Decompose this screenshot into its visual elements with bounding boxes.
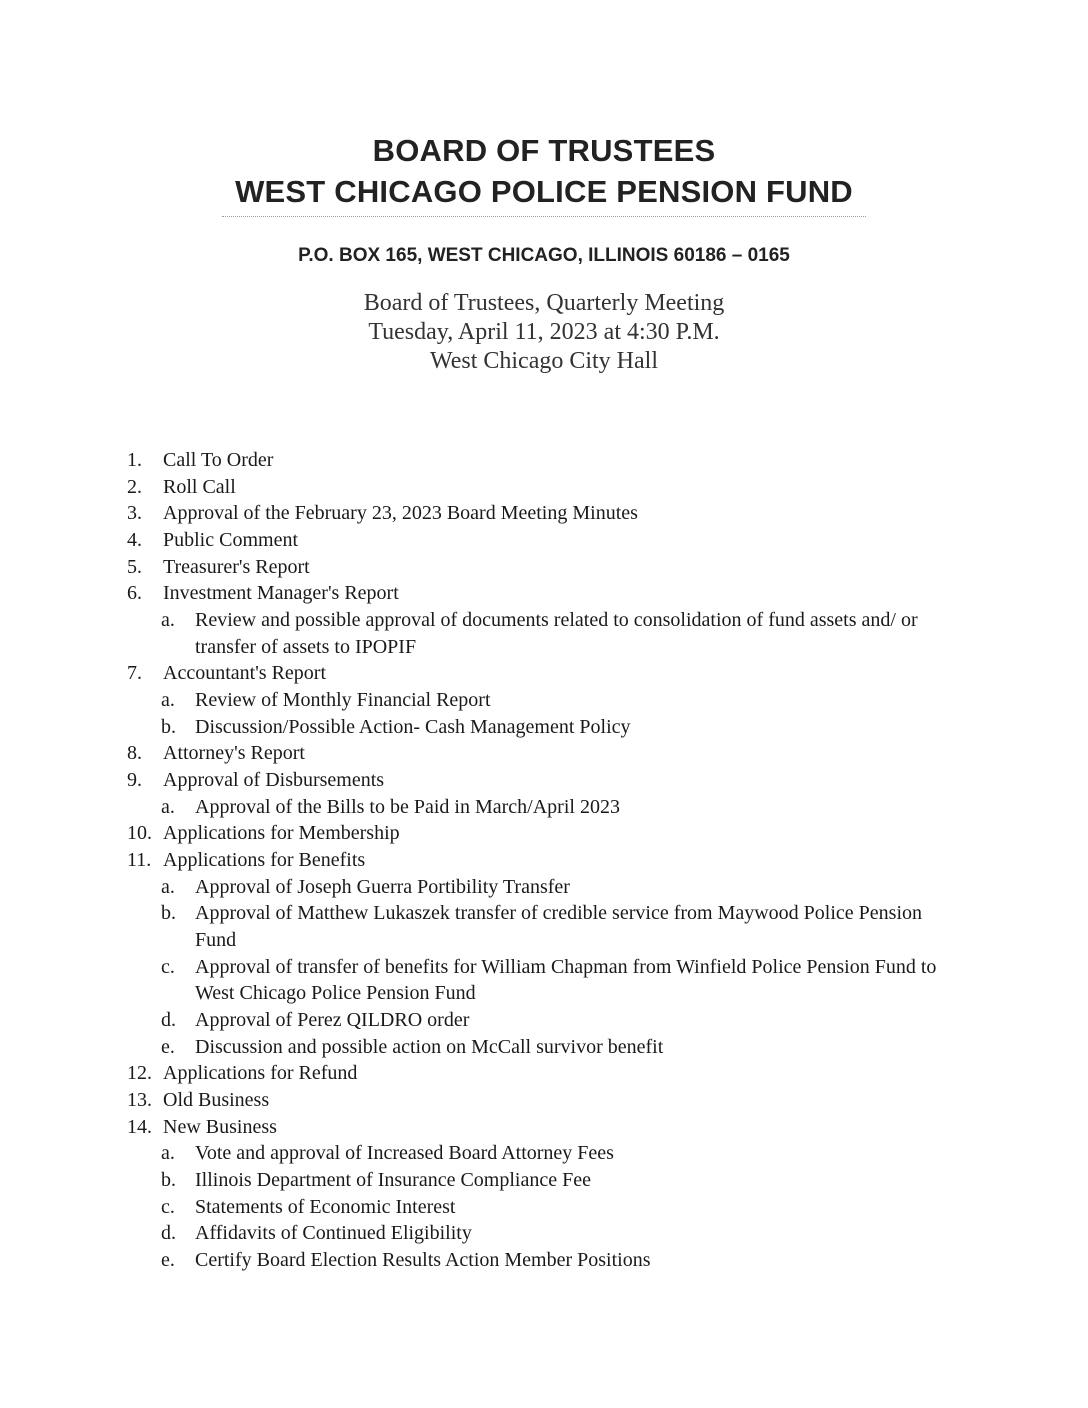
agenda-subitem-letter: b. <box>161 1169 176 1192</box>
agenda-item-text: Attorney's Report <box>163 742 305 765</box>
agenda-item-text: Approval of the February 23, 2023 Board Meeting Minutes <box>163 502 638 525</box>
agenda-item <box>0 820 1088 847</box>
agenda-subitem-letter: e. <box>161 1035 175 1058</box>
agenda-item <box>0 740 1088 767</box>
address: P.O. BOX 165, WEST CHICAGO, ILLINOIS 60186 – 0165 <box>298 245 790 266</box>
agenda-subitem-text: Discussion and possible action on McCall survivor benefit <box>195 1035 664 1058</box>
agenda-subitem <box>0 714 1088 741</box>
agenda-subitem-text: Illinois Department of Insurance Compliance Fee <box>195 1169 591 1192</box>
agenda-item <box>0 474 1088 501</box>
agenda-item <box>0 660 1088 687</box>
agenda-subitem <box>0 1194 1088 1221</box>
agenda-subitem <box>0 900 1088 953</box>
agenda-subitem <box>0 794 1088 821</box>
agenda-subitem <box>0 1034 1088 1061</box>
agenda-item <box>0 500 1088 527</box>
meeting-info <box>0 289 1088 376</box>
agenda-item-text: Old Business <box>163 1089 270 1112</box>
agenda-subitem-text: Approval of transfer of benefits for William Chapman from Winfield Police Pension Fund to West Chicago Police Pension Fund <box>195 955 937 1005</box>
agenda-item-number: 8. <box>127 742 142 765</box>
document-header <box>0 130 1088 212</box>
agenda-item <box>0 1114 1088 1141</box>
agenda-subitem <box>0 1007 1088 1034</box>
agenda-subitem-text: Review and possible approval of documents related to consolidation of fund assets and/ or transfer of assets to IPOPIF <box>195 609 918 658</box>
agenda-subitem-letter: a. <box>161 875 175 898</box>
agenda-subitem <box>0 1167 1088 1194</box>
agenda-subitem-letter: e. <box>161 1249 175 1272</box>
agenda-subitem-letter: c. <box>161 1195 175 1218</box>
agenda-item <box>0 1060 1088 1087</box>
agenda-item-text: Applications for Refund <box>163 1062 358 1085</box>
agenda-item-number: 3. <box>127 502 142 525</box>
agenda-subitem-letter: a. <box>161 609 175 632</box>
agenda-item <box>0 847 1088 874</box>
agenda-subitem-text: Certify Board Election Results Action Member Positions <box>195 1249 651 1272</box>
agenda-subitem-text: Vote and approval of Increased Board Attorney Fees <box>195 1142 614 1165</box>
agenda-item <box>0 767 1088 794</box>
agenda-subitem-text: Approval of Joseph Guerra Portibility Transfer <box>195 875 570 898</box>
agenda-subitem-letter: c. <box>161 955 175 978</box>
agenda-subitem-text: Approval of the Bills to be Paid in March/April 2023 <box>195 795 620 818</box>
agenda-item <box>0 580 1088 607</box>
agenda-subitem <box>0 1220 1088 1247</box>
agenda-item <box>0 554 1088 581</box>
agenda-subitem-text: Review of Monthly Financial Report <box>195 689 491 712</box>
agenda-item-number: 4. <box>127 529 142 552</box>
agenda-list <box>0 447 1088 1274</box>
agenda-item-text: Roll Call <box>163 475 236 498</box>
agenda-item-number: 12. <box>127 1062 152 1085</box>
agenda-subitem <box>0 607 1088 660</box>
agenda-subitem-text: Statements of Economic Interest <box>195 1195 456 1218</box>
agenda-item-number: 10. <box>127 822 152 845</box>
agenda-item-text: Public Comment <box>163 529 298 552</box>
agenda-item-text: Applications for Membership <box>163 822 400 845</box>
agenda-subitem-text: Discussion/Possible Action- Cash Management Policy <box>195 715 631 738</box>
agenda-item-number: 13. <box>127 1089 152 1112</box>
agenda-item <box>0 447 1088 474</box>
meeting-date: Tuesday, April 11, 2023 at 4:30 P.M. <box>368 319 720 345</box>
agenda-item-number: 11. <box>127 849 152 872</box>
agenda-subitem-letter: d. <box>161 1009 176 1032</box>
agenda-item-text: Treasurer's Report <box>163 555 310 578</box>
agenda-subitem-text: Approval of Perez QILDRO order <box>195 1009 470 1032</box>
agenda-item-number: 1. <box>127 449 142 471</box>
agenda-item <box>0 527 1088 554</box>
agenda-item-text: Investment Manager's Report <box>163 582 399 605</box>
agenda-subitem <box>0 687 1088 714</box>
agenda-item-number: 7. <box>127 662 142 685</box>
agenda-item-text: Call To Order <box>163 449 274 471</box>
agenda-item-number: 14. <box>127 1115 152 1138</box>
meeting-title: Board of Trustees, Quarterly Meeting <box>363 290 725 316</box>
agenda-subitem-letter: b. <box>161 715 176 738</box>
agenda-subitem-letter: a. <box>161 1142 175 1165</box>
agenda-subitem <box>0 1247 1088 1274</box>
agenda-subitem <box>0 954 1088 1007</box>
agenda-subitem-letter: b. <box>161 902 176 925</box>
agenda-item-number: 2. <box>127 475 142 498</box>
agenda-item-text: New Business <box>163 1115 277 1138</box>
agenda-subitem-letter: a. <box>161 795 175 818</box>
agenda-item-number: 9. <box>127 769 142 792</box>
agenda-item <box>0 1087 1088 1114</box>
agenda-item-number: 6. <box>127 582 142 605</box>
agenda-subitem <box>0 874 1088 901</box>
agenda-subitem-text: Approval of Matthew Lukaszek transfer of credible service from Maywood Police Pension Fund <box>195 902 923 952</box>
title-line-2: WEST CHICAGO POLICE PENSION FUND <box>235 174 853 209</box>
title-line-1: BOARD OF TRUSTEES <box>372 133 716 168</box>
agenda-item-text: Applications for Benefits <box>163 849 366 872</box>
agenda-item-text: Approval of Disbursements <box>163 769 385 792</box>
meeting-location: West Chicago City Hall <box>429 348 659 374</box>
agenda-subitem-letter: a. <box>161 689 175 712</box>
agenda-subitem <box>0 1140 1088 1167</box>
agenda-subitem-letter: d. <box>161 1222 176 1245</box>
agenda-item-text: Accountant's Report <box>163 662 327 685</box>
header-divider <box>222 216 866 217</box>
agenda-subitem-text: Affidavits of Continued Eligibility <box>195 1222 472 1245</box>
agenda-item-number: 5. <box>127 555 142 578</box>
